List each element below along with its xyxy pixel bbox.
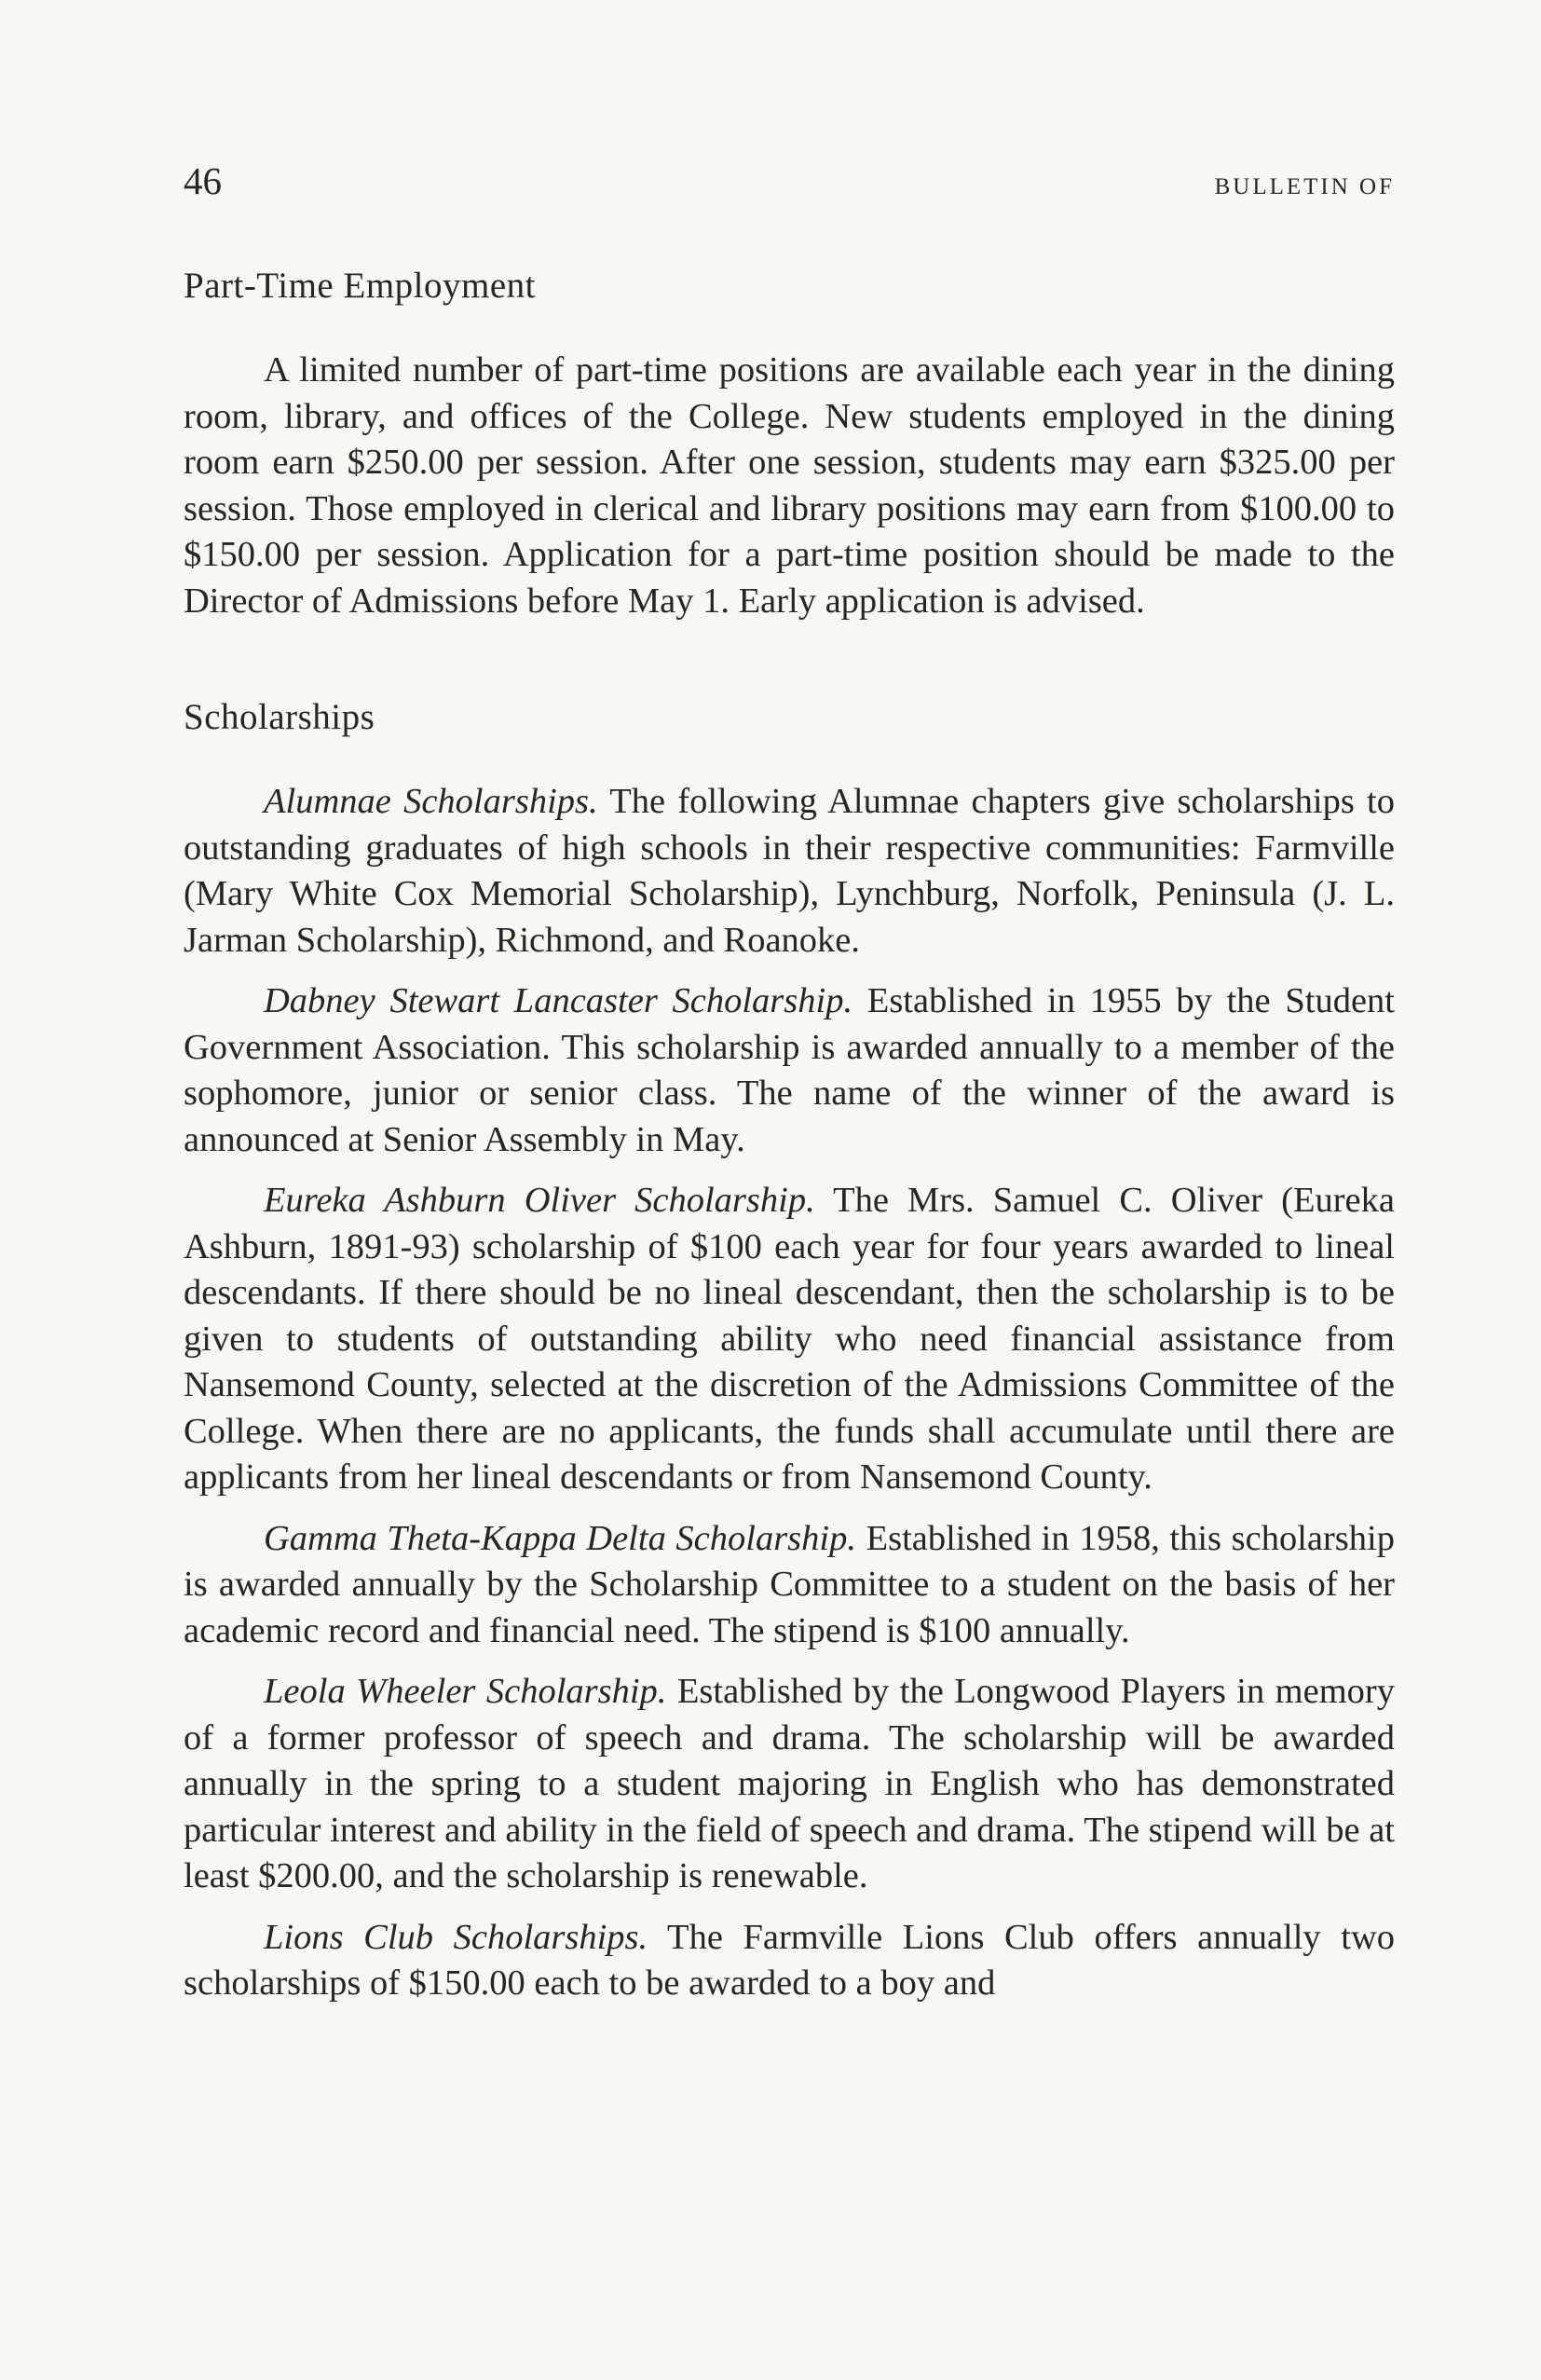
running-title: BULLETIN OF — [1214, 174, 1395, 199]
scholarships-heading: Scholarships — [184, 697, 375, 737]
scholarship-title: Gamma Theta-Kappa Delta Scholarship. — [264, 1518, 856, 1558]
page-number: 46 — [184, 159, 222, 202]
scholarship-title: Alumnae Scholarships. — [264, 782, 598, 821]
scholarship-entry — [184, 1178, 1395, 1501]
bulletin-page — [184, 158, 1395, 2007]
scholarship-text: The Farmville Lions Club offers annually two scholarships of $150.00 each to be awarded to a boy and — [184, 1917, 1395, 2003]
scholarship-text: Established by the Longwood Players in memory of a former professor of speech and drama. The scholarship will be awarded annually in the spring to a student majoring in English who has demonstrated particular interest and ability in the field of speech and drama. The stipend will be at least $200.00, and the scholarship is renewable. — [184, 1672, 1395, 1895]
scholarship-title: Eureka Ashburn Oliver Scholarship. — [264, 1181, 815, 1220]
scholarship-text: The Mrs. Samuel C. Oliver (Eureka Ashburn, 1891-93) scholarship of $100 each year for four years awarded to lineal descendants. If there should be no lineal descendant, then the scholarship is to be given to students of outstanding ability who need financial assistance from Nansemond County, selected at the discretion of the Admissions Committee of the College. When there are no applicants, the funds shall accumulate until there are applicants from her lineal descendants or from Nansemond County. — [184, 1181, 1395, 1497]
scholarship-title: Dabney Stewart Lancaster Scholarship. — [264, 981, 853, 1020]
scholarship-text: Established in 1958, this scholarship is awarded annually by the Scholarship Committee to a student on the basis of her academic record and financial need. The stipend is $100 annually. — [184, 1518, 1395, 1650]
scholarship-entry — [184, 1669, 1395, 1900]
part-time-employment-heading: Part-Time Employment — [184, 266, 536, 306]
scholarship-text: Established in 1955 by the Student Government Association. This scholarship is awarded annually to a member of the sophomore, junior or senior class. The name of the winner of the award is announced at Senior Assembly in May. — [184, 981, 1395, 1159]
scholarship-entry — [184, 978, 1395, 1163]
scholarship-text: The following Alumnae chapters give scholarships to outstanding graduates of high schools in their respective communities: Farmville (Mary White Cox Memorial Scholarship), Lynchburg, Norfolk, Peninsula (J. L. Jarman Scholarship), Richmond, and Roanoke. — [184, 782, 1395, 960]
running-head — [184, 158, 1395, 203]
scholarship-entry — [184, 1915, 1395, 2007]
scholarship-entry — [184, 779, 1395, 964]
scholarship-title: Leola Wheeler Scholarship. — [264, 1672, 667, 1711]
scholarship-title: Lions Club Scholarships. — [264, 1917, 648, 1957]
scholarship-entry — [184, 1516, 1395, 1655]
part-time-employment-paragraph: A limited number of part-time positions are available each year in the dining room, library, and offices of the College. New students employed in the dining room earn $250.00 per session. After one session, students may earn $325.00 per session. Those employed in clerical and library positions may earn from $100.00 to $150.00 per session. Application for a part-time position should be made to the Director of Admissions before May 1. Early application is advised. — [184, 350, 1395, 621]
